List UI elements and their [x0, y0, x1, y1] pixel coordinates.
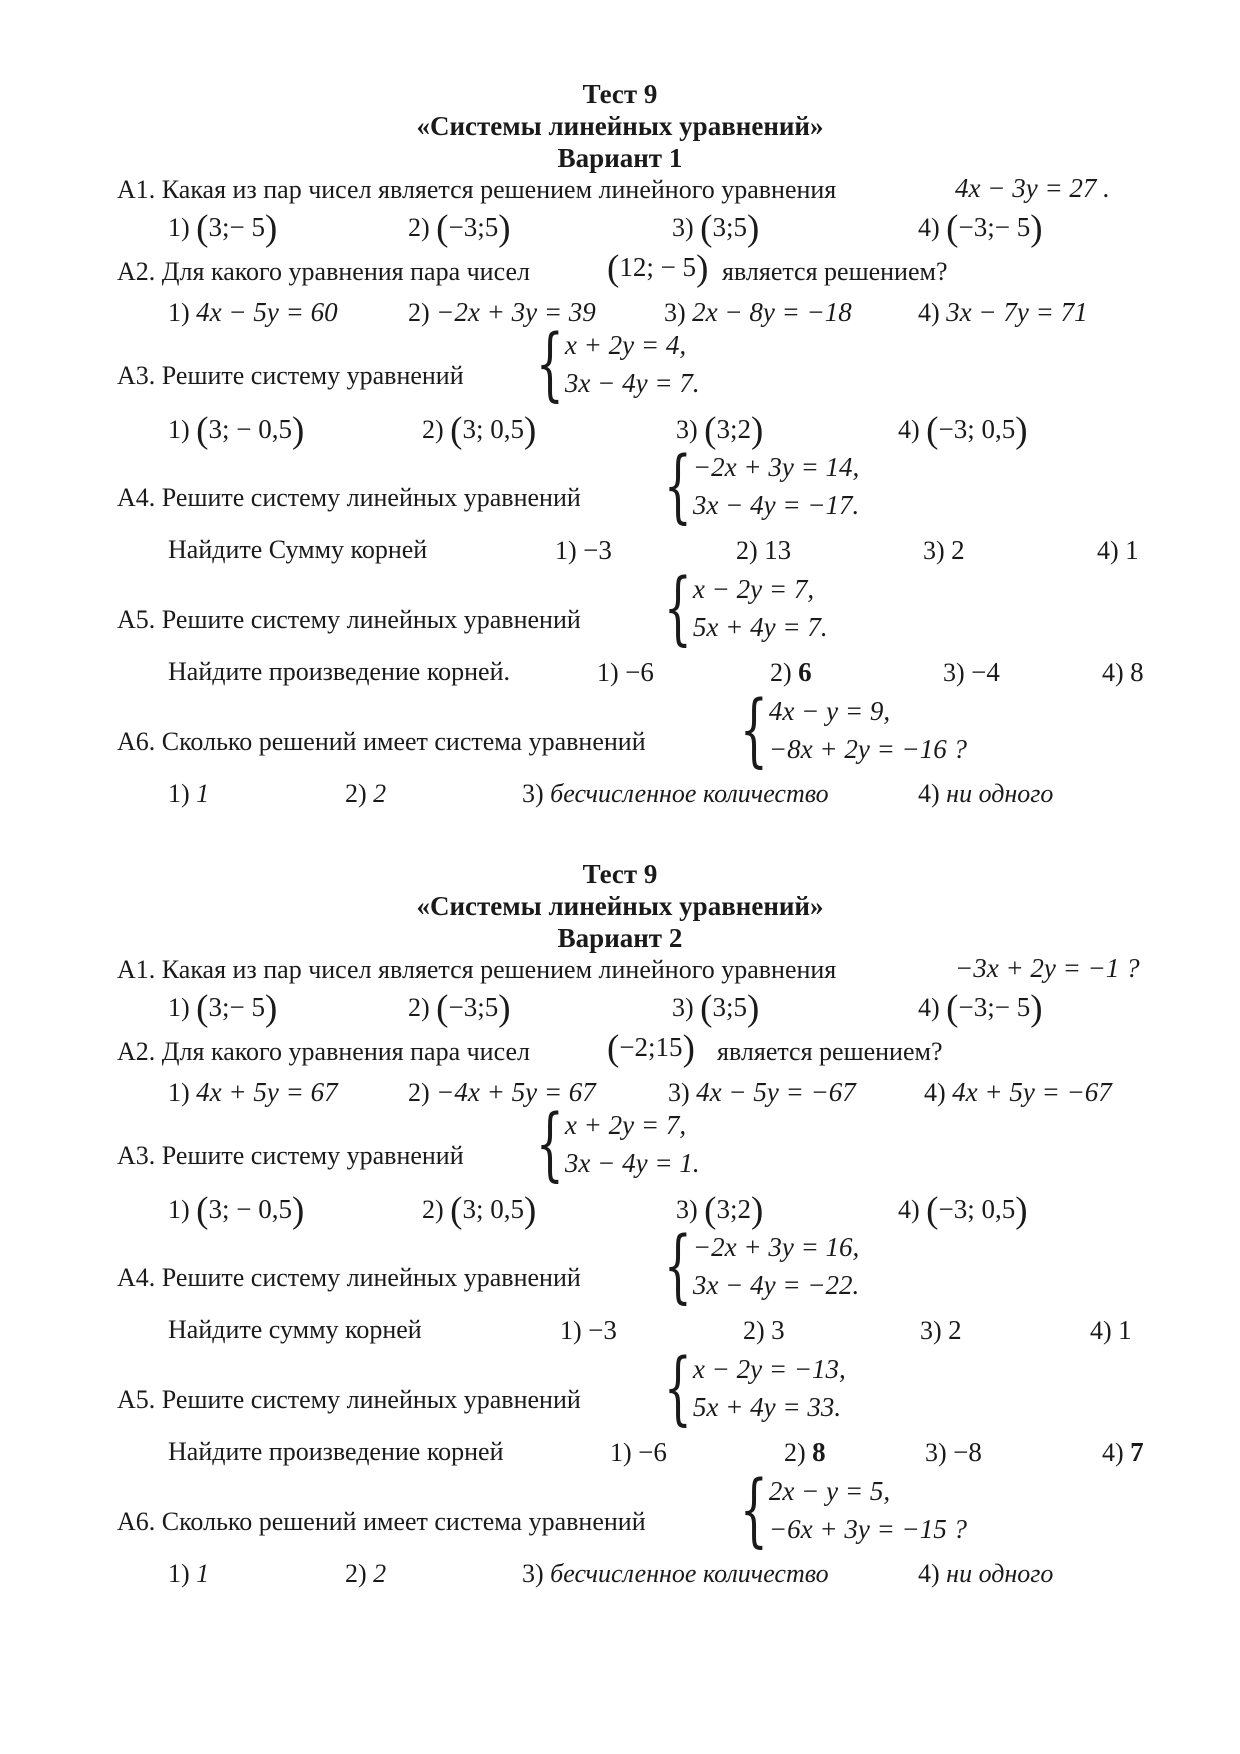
a1-equation: 4x − 3y = 27 .: [955, 173, 1110, 203]
brace-icon: {: [663, 561, 692, 654]
a5-option-1: 1) −6: [610, 1437, 667, 1467]
a4-system: [641, 439, 860, 532]
a1-option-4: 4) (−3;− 5): [918, 988, 1043, 1029]
a6-option-2: 2) 2: [345, 779, 387, 808]
question-text: Решите систему уравнений: [161, 361, 464, 390]
a5-option-4: 4) 7: [1102, 1437, 1144, 1467]
variant-label: Вариант 1: [557, 143, 683, 173]
a2-question-end: является решением?: [722, 257, 948, 286]
a5-option-2: 2) 6: [770, 657, 812, 687]
a5-option-3: 3) −8: [925, 1437, 982, 1467]
a3-option-3: 3) (3;2): [676, 1190, 764, 1231]
test-title: Тест 9: [582, 859, 658, 889]
brace-icon: {: [663, 1219, 692, 1312]
system-line-1: x − 2y = −13,: [692, 1353, 846, 1384]
a1-option-3: 3) (3;5): [672, 988, 760, 1029]
question-label: A2.: [117, 257, 156, 286]
a6-system: [717, 683, 968, 776]
system-line-2: 5x + 4y = 33.: [692, 1392, 842, 1422]
a3-option-1: 1) (3; − 0,5): [168, 410, 305, 451]
a5-system: [641, 1341, 846, 1434]
a1-option-3: 3) (3;5): [672, 208, 760, 249]
a4-option-4: 4) 1: [1097, 535, 1139, 565]
question-a4: [117, 1262, 581, 1293]
system-line-2: 3x − 4y = −22.: [692, 1270, 860, 1300]
question-label: A3.: [117, 1141, 156, 1170]
system-line-2: 3x − 4y = −17.: [692, 490, 860, 520]
a2-pair: (−2;15): [607, 1028, 695, 1069]
a5-subquestion: Найдите произведение корней.: [168, 657, 511, 686]
a2-option-1: 1) 4x + 5y = 67: [168, 1077, 338, 1107]
question-text: Решите систему линейных уравнений: [161, 1263, 581, 1292]
question-text: Сколько решений имеет система уравнений: [161, 727, 646, 756]
system-line-1: x + 2y = 4,: [564, 329, 687, 360]
brace-icon: {: [663, 1341, 692, 1434]
a1-option-1: 1) (3;− 5): [168, 988, 278, 1029]
a6-system: [717, 1463, 968, 1556]
a4-option-3: 3) 2: [920, 1315, 962, 1345]
system-line-1: 4x − y = 9,: [768, 695, 891, 726]
a4-system: [641, 1219, 860, 1312]
a2-question-end: является решением?: [717, 1037, 943, 1066]
question-a1: [117, 954, 836, 985]
question-label: A4.: [117, 483, 156, 512]
system-line-2: −6x + 3y = −15 ?: [768, 1514, 968, 1544]
a3-system: [513, 317, 700, 410]
a2-option-3: 3) 2x − 8y = −18: [664, 297, 852, 327]
a6-option-3: 3) бесчисленное количество: [522, 1559, 829, 1588]
a4-subquestion: Найдите Сумму корней: [168, 535, 428, 564]
system-line-1: −2x + 3y = 14,: [692, 451, 860, 482]
a3-system: [513, 1097, 700, 1190]
a2-option-4: 4) 4x + 5y = −67: [924, 1077, 1112, 1107]
question-a3: [117, 1140, 464, 1171]
a6-option-4: 4) ни одного: [918, 1559, 1054, 1588]
system-line-1: −2x + 3y = 16,: [692, 1231, 860, 1262]
question-label: A1.: [117, 175, 156, 204]
a3-option-2: 2) (3; 0,5): [422, 1190, 537, 1231]
a1-equation: −3x + 2y = −1 ?: [955, 953, 1140, 983]
a6-option-3: 3) бесчисленное количество: [522, 779, 829, 808]
a4-option-2: 2) 3: [743, 1315, 785, 1345]
question-label: A6.: [117, 727, 156, 756]
question-a5: [117, 1384, 581, 1415]
question-a6: [117, 1506, 646, 1537]
a5-option-2: 2) 8: [784, 1437, 826, 1467]
a3-option-4: 4) (−3; 0,5): [898, 1190, 1028, 1231]
brace-icon: {: [739, 1463, 768, 1556]
a2-option-2: 2) −2x + 3y = 39: [408, 297, 596, 327]
question-text: Какая из пар чисел является решением линейного уравнения: [161, 175, 837, 204]
variant-1: [0, 78, 1240, 858]
a2-pair: (12; − 5): [607, 248, 709, 289]
question-text: Решите систему линейных уравнений: [161, 605, 581, 634]
a4-option-2: 2) 13: [736, 535, 792, 565]
a4-option-3: 3) 2: [923, 535, 965, 565]
system-line-2: 3x − 4y = 1.: [564, 1148, 700, 1178]
system-line-1: 2x − y = 5,: [768, 1475, 891, 1506]
a4-option-4: 4) 1: [1090, 1315, 1132, 1345]
question-a2: [117, 1036, 530, 1067]
a5-option-1: 1) −6: [597, 657, 654, 687]
question-label: A1.: [117, 955, 156, 984]
a5-system: [641, 561, 828, 654]
question-a5: [117, 604, 581, 635]
question-label: A3.: [117, 361, 156, 390]
a2-option-2: 2) −4x + 5y = 67: [408, 1077, 596, 1107]
a3-option-1: 1) (3; − 0,5): [168, 1190, 305, 1231]
a2-option-1: 1) 4x − 5y = 60: [168, 297, 338, 327]
variant-2: [0, 858, 1240, 1638]
a3-option-2: 2) (3; 0,5): [422, 410, 537, 451]
test-subject: «Системы линейных уравнений»: [416, 111, 824, 141]
brace-icon: {: [535, 1097, 564, 1190]
question-a3: [117, 360, 464, 391]
a1-option-2: 2) (−3;5): [408, 988, 511, 1029]
system-line-2: 5x + 4y = 7.: [692, 612, 828, 642]
question-label: A6.: [117, 1507, 156, 1536]
question-text: Решите систему линейных уравнений: [161, 483, 581, 512]
a4-option-1: 1) −3: [560, 1315, 617, 1345]
brace-icon: {: [663, 439, 692, 532]
a4-option-1: 1) −3: [555, 535, 612, 565]
a3-option-4: 4) (−3; 0,5): [898, 410, 1028, 451]
a5-subquestion: Найдите произведение корней: [168, 1437, 504, 1466]
a5-option-4: 4) 8: [1102, 657, 1144, 687]
question-label: A5.: [117, 605, 156, 634]
a4-subquestion: Найдите сумму корней: [168, 1315, 422, 1344]
question-text: Сколько решений имеет система уравнений: [161, 1507, 646, 1536]
a6-option-2: 2) 2: [345, 1559, 387, 1588]
a6-option-1: 1) 1: [168, 779, 210, 808]
system-line-2: 3x − 4y = 7.: [564, 368, 700, 398]
question-label: A4.: [117, 1263, 156, 1292]
a5-option-3: 3) −4: [943, 657, 1000, 687]
question-label: A2.: [117, 1037, 156, 1066]
system-line-1: x − 2y = 7,: [692, 573, 815, 604]
a2-option-4: 4) 3x − 7y = 71: [918, 297, 1088, 327]
a1-option-1: 1) (3;− 5): [168, 208, 278, 249]
question-a2: [117, 256, 530, 287]
question-text: Решите систему линейных уравнений: [161, 1385, 581, 1414]
brace-icon: {: [535, 317, 564, 410]
system-line-2: −8x + 2y = −16 ?: [768, 734, 968, 764]
a1-option-4: 4) (−3;− 5): [918, 208, 1043, 249]
a6-option-4: 4) ни одного: [918, 779, 1054, 808]
test-subject: «Системы линейных уравнений»: [416, 891, 824, 921]
question-text: Для какого уравнения пара чисел: [161, 1037, 530, 1066]
question-text: Какая из пар чисел является решением линейного уравнения: [161, 955, 837, 984]
a2-option-3: 3) 4x − 5y = −67: [668, 1077, 856, 1107]
variant-label: Вариант 2: [557, 923, 683, 953]
question-a4: [117, 482, 581, 513]
question-label: A5.: [117, 1385, 156, 1414]
question-a6: [117, 726, 646, 757]
a1-option-2: 2) (−3;5): [408, 208, 511, 249]
question-text: Для какого уравнения пара чисел: [161, 257, 530, 286]
system-line-1: x + 2y = 7,: [564, 1109, 687, 1140]
question-a1: [117, 174, 836, 205]
a6-option-1: 1) 1: [168, 1559, 210, 1588]
test-title: Тест 9: [582, 79, 658, 109]
a3-option-3: 3) (3;2): [676, 410, 764, 451]
brace-icon: {: [739, 683, 768, 776]
question-text: Решите систему уравнений: [161, 1141, 464, 1170]
